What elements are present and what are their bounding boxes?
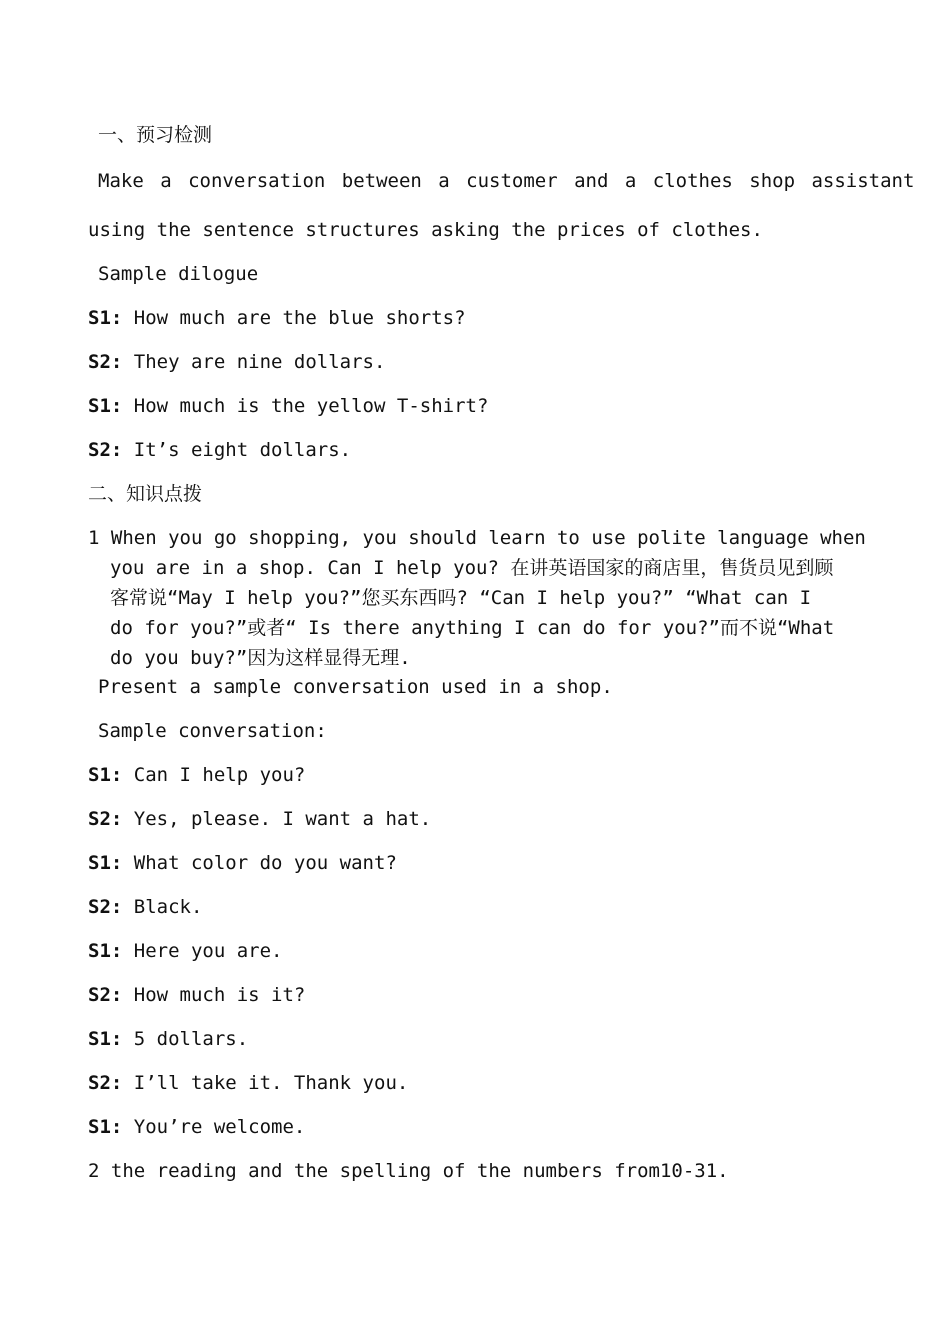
dialogue-text: How much are the blue shorts? xyxy=(133,307,466,329)
section1-heading: 一、预习检测 xyxy=(98,124,213,146)
point1-line: do for you?”或者“ Is there anything I can do for you?”而不说“What xyxy=(110,617,835,639)
speaker-label: S1: xyxy=(88,764,123,786)
section1-sample-label: Sample dilogue xyxy=(98,263,259,285)
dialogue-line xyxy=(88,810,431,829)
dialogue-line xyxy=(88,1074,408,1093)
dialogue-text: What color do you want? xyxy=(133,852,397,874)
dialogue-line xyxy=(88,397,488,416)
dialogue-line xyxy=(88,353,385,372)
speaker-label: S2: xyxy=(88,984,123,1006)
speaker-label: S1: xyxy=(88,307,123,329)
point1-line: 客常说“May I help you?”您买东西吗? “Can I help you?” “What can I xyxy=(110,587,812,609)
point1-line: you are in a shop. Can I help you? 在讲英语国家的商店里，售货员见到顾 xyxy=(110,557,834,579)
dialogue-text: 5 dollars. xyxy=(133,1028,249,1050)
speaker-label: S1: xyxy=(88,1116,123,1138)
section1-intro-line1: Make a conversation between a customer and a clothes shop assistant xyxy=(98,170,915,192)
section1-intro-line2: using the sentence structures asking the prices of clothes. xyxy=(88,219,763,241)
section2-heading: 二、知识点拨 xyxy=(88,483,203,505)
dialogue-line xyxy=(88,1118,305,1137)
speaker-label: S2: xyxy=(88,808,123,830)
present-line: Present a sample conversation used in a shop. xyxy=(98,676,613,698)
dialogue-line xyxy=(88,441,351,460)
speaker-label: S1: xyxy=(88,1028,123,1050)
dialogue-line xyxy=(88,942,283,961)
speaker-label: S2: xyxy=(88,1072,123,1094)
point1-line: 1 When you go shopping, you should learn to use polite language when xyxy=(88,527,866,549)
dialogue-line xyxy=(88,898,202,917)
point1-line: do you buy?”因为这样显得无理. xyxy=(110,647,411,669)
dialogue-text: How much is the yellow T-shirt? xyxy=(133,395,489,417)
speaker-label: S2: xyxy=(88,439,123,461)
dialogue-text: Yes, please. I want a hat. xyxy=(133,808,432,830)
speaker-label: S2: xyxy=(88,351,123,373)
dialogue-text: Can I help you? xyxy=(133,764,306,786)
dialogue-text: It’s eight dollars. xyxy=(133,439,352,461)
dialogue-text: Here you are. xyxy=(133,940,283,962)
dialogue-text: How much is it? xyxy=(133,984,306,1006)
dialogue-text: You’re welcome. xyxy=(133,1116,306,1138)
speaker-label: S1: xyxy=(88,395,123,417)
speaker-label: S1: xyxy=(88,852,123,874)
point2-line: 2 the reading and the spelling of the numbers from10-31. xyxy=(88,1160,729,1182)
dialogue-line xyxy=(88,986,305,1005)
speaker-label: S2: xyxy=(88,896,123,918)
dialogue-line xyxy=(88,766,305,785)
dialogue-text: I’ll take it. Thank you. xyxy=(133,1072,409,1094)
dialogue-line xyxy=(88,854,397,873)
dialogue-line xyxy=(88,1030,248,1049)
section2-sample-label: Sample conversation: xyxy=(98,720,327,742)
dialogue-line xyxy=(88,309,466,328)
speaker-label: S1: xyxy=(88,940,123,962)
dialogue-text: Black. xyxy=(133,896,203,918)
dialogue-text: They are nine dollars. xyxy=(133,351,386,373)
